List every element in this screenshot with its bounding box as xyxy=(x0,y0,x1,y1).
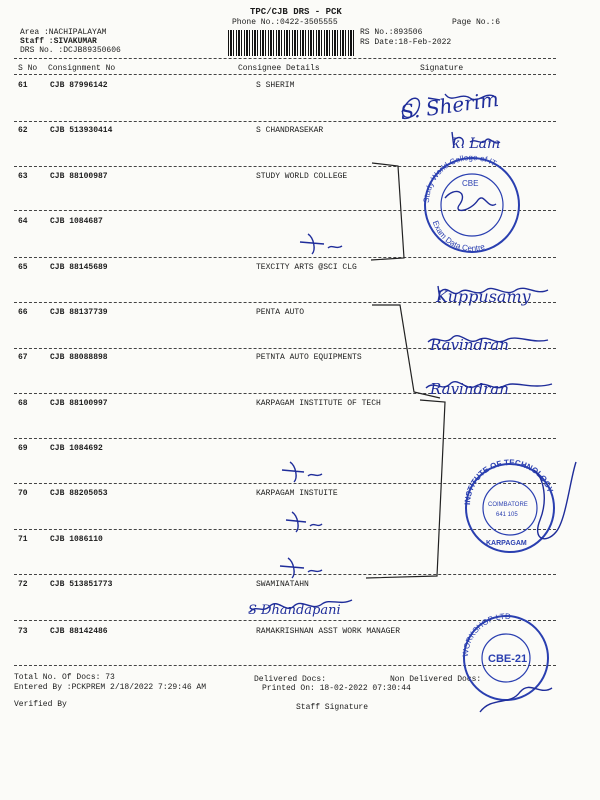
karpagam-stamp-top: INSTITUTE OF TECHNOLOGY xyxy=(462,457,555,506)
column-header-consignment: Consignment No xyxy=(48,64,116,73)
karpagam-stamp-bottom: KARPAGAM xyxy=(486,540,527,547)
verified-by: Verified By xyxy=(14,700,67,709)
signature-scribbles xyxy=(250,94,576,712)
staff-field: Staff :SIVAKUMAR xyxy=(20,37,97,46)
row-consignment-no: CJB 513851773 xyxy=(50,580,113,589)
document-title: TPC/CJB DRS - PCK xyxy=(250,7,342,17)
row-consignee: KARPAGAM INSTITUTE OF TECH xyxy=(256,399,381,408)
row-consignee: RAMAKRISHNAN ASST WORK MANAGER xyxy=(256,627,401,636)
signature-67: Ravindran xyxy=(430,380,509,398)
row-consignee: TEXCITY ARTS @SCI CLG xyxy=(256,263,357,272)
row-sno: 64 xyxy=(18,217,28,226)
entered-by: Entered By :PCKPREM 2/18/2022 7:29:46 AM xyxy=(14,683,207,692)
signature-65: Kuppusamy xyxy=(436,287,531,306)
signature-72: S Dhandapani xyxy=(248,603,341,618)
staff-signature-label: Staff Signature xyxy=(296,703,369,712)
workshop-stamp-ring: WORKSHOP LTD xyxy=(460,611,511,658)
row-consignment-no: CJB 1084687 xyxy=(50,217,103,226)
study-world-stamp-top: Study World College of IT xyxy=(421,152,498,204)
printed-on: Printed On: 18-02-2022 07:30:44 xyxy=(262,684,411,693)
row-consignment-no: CJB 88137739 xyxy=(50,308,108,317)
karpagam-stamp-city: COIMBATORE xyxy=(488,502,528,508)
signature-72a-stroke xyxy=(280,558,322,578)
row-consignee: STUDY WORLD COLLEGE xyxy=(256,172,348,181)
row-consignment-no: CJB 87996142 xyxy=(50,81,108,90)
row-sno: 71 xyxy=(18,535,28,544)
workshop-stamp-center: CBE-21 xyxy=(488,653,528,665)
row-consignment-no: CJB 1086110 xyxy=(50,535,103,544)
row-consignee: S SHERIM xyxy=(256,81,295,90)
row-consignee: SWAMINATAHN xyxy=(256,580,309,589)
row-sno: 70 xyxy=(18,489,28,498)
page-number: Page No.:6 xyxy=(452,18,501,27)
signature-64-stroke xyxy=(300,234,342,254)
column-header-consignee: Consignee Details xyxy=(238,64,320,73)
drs-number: DRS No. :DCJB89350606 xyxy=(20,46,121,55)
study-world-stamp-city: CBE xyxy=(462,179,479,188)
row-consignee: PETNTA AUTO EQUIPMENTS xyxy=(256,353,362,362)
bracket-mark xyxy=(366,400,445,578)
rs-date: RS Date:18-Feb-2022 xyxy=(360,38,452,47)
column-header-sno: S No xyxy=(18,64,38,73)
total-docs: Total No. Of Docs: 73 xyxy=(14,673,115,682)
area-field: Area :NACHIPALAYAM xyxy=(20,28,107,37)
row-sno: 73 xyxy=(18,627,28,636)
row-sno: 66 xyxy=(18,308,28,317)
karpagam-stamp-pin: 641 105 xyxy=(496,512,518,518)
signature-71-stroke xyxy=(286,512,322,532)
row-consignment-no: CJB 88205053 xyxy=(50,489,108,498)
column-header-signature: Signature xyxy=(420,64,464,73)
signature-62: k. Lam xyxy=(452,136,501,152)
row-consignment-no: CJB 88145689 xyxy=(50,263,108,272)
row-sno: 68 xyxy=(18,399,28,408)
row-sno: 72 xyxy=(18,580,28,589)
row-sno: 67 xyxy=(18,353,28,362)
phone-number: Phone No.:0422-3505555 xyxy=(232,18,338,27)
row-consignment-no: CJB 88142486 xyxy=(50,627,108,636)
row-sno: 61 xyxy=(18,81,28,90)
row-consignee: PENTA AUTO xyxy=(256,308,305,317)
row-consignee: KARPAGAM INSTUITE xyxy=(256,489,338,498)
bracket-mark xyxy=(371,163,404,260)
row-consignment-no: CJB 88088898 xyxy=(50,353,108,362)
signature-63-stroke xyxy=(445,191,496,210)
row-consignee: S CHANDRASEKAR xyxy=(256,126,324,135)
signature-69-stroke xyxy=(282,462,322,482)
row-consignment-no: CJB 88100987 xyxy=(50,172,108,181)
row-sno: 65 xyxy=(18,263,28,272)
row-consignment-no: CJB 1084692 xyxy=(50,444,103,453)
row-sno: 69 xyxy=(18,444,28,453)
row-sno: 63 xyxy=(18,172,28,181)
rs-number: RS No.:893506 xyxy=(360,28,423,37)
signature-66: Ravindran xyxy=(430,336,509,354)
non-delivered-docs: Non Delivered Docs: xyxy=(390,675,482,684)
study-world-stamp-bottom: Exam Data Centre xyxy=(430,219,486,254)
row-sno: 62 xyxy=(18,126,28,135)
delivered-docs: Delivered Docs: xyxy=(254,675,327,684)
row-consignment-no: CJB 88100997 xyxy=(50,399,108,408)
row-consignment-no: CJB 513930414 xyxy=(50,126,113,135)
signature-61: S. Sherim xyxy=(398,86,501,125)
